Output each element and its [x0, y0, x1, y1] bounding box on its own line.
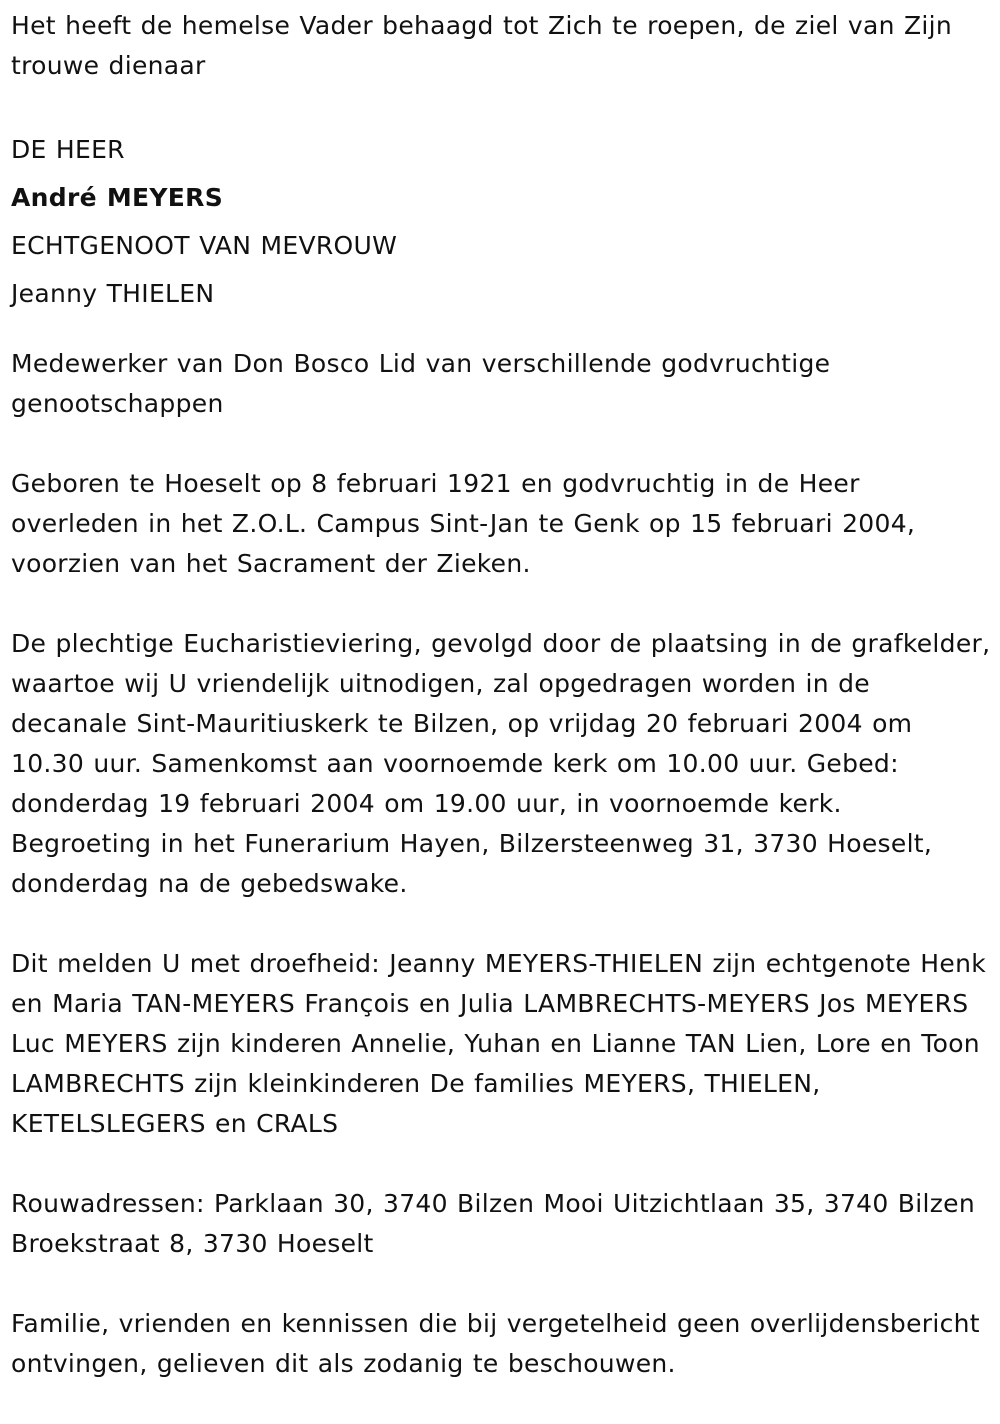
deceased-name: André MEYERS: [11, 183, 224, 212]
intro-text: Het heeft de hemelse Vader behaagd tot Zich te roepen, de ziel van Zijn trouwe dienaar: [11, 11, 953, 80]
addresses-text: Rouwadressen: Parklaan 30, 3740 Bilzen Mooi Uitzichtlaan 35, 3740 Bilzen Broekstraat 8, 3730 Hoeselt: [11, 1189, 975, 1258]
spouse-label: ECHTGENOOT VAN MEVROUW: [11, 231, 398, 260]
name-block: [11, 126, 991, 318]
birth-death-text: Geboren te Hoeselt op 8 februari 1921 en godvruchtig in de Heer overleden in het Z.O.L. Campus Sint-Jan te Genk op 15 februari 2004, voorzien van het Sacrament der Zieken.: [11, 469, 916, 578]
ceremony-text: De plechtige Eucharistieviering, gevolgd door de plaatsing in de grafkelder, waartoe wij U vriendelijk uitnodigen, zal opgedragen worden in de decanale Sint-Mauritiuskerk te Bilzen, op vrijdag 20 februari 2004 om 10.30 uur. Samenkomst aan voornoemde kerk om 10.00 uur. Gebed: donderdag 19 februari 2004 om 19.00 uur, in voornoemde kerk. Begroeting in het Funerarium Hayen, Bilzersteenweg 31, 3730 Hoeselt, donderdag na de gebedswake.: [11, 629, 991, 898]
family-text: Dit melden U met droefheid: Jeanny MEYERS-THIELEN zijn echtgenote Henk en Maria TAN-MEYERS François en Julia LAMBRECHTS-MEYERS Jos MEYERS Luc MEYERS zijn kinderen Annelie, Yuhan en Lianne TAN Lien, Lore en Toon LAMBRECHTS zijn kleinkinderen De families MEYERS, THIELEN, KETELSLEGERS en CRALS: [11, 949, 986, 1138]
roles-text: Medewerker van Don Bosco Lid van verschillende godvruchtige genootschappen: [11, 349, 831, 418]
honorific-title: DE HEER: [11, 135, 125, 164]
spouse-name: Jeanny THIELEN: [11, 279, 215, 308]
obituary-document: [11, 6, 991, 1424]
closing-text: Familie, vrienden en kennissen die bij vergetelheid geen overlijdensbericht ontvingen, gelieven dit als zodanig te beschouwen.: [11, 1309, 980, 1378]
